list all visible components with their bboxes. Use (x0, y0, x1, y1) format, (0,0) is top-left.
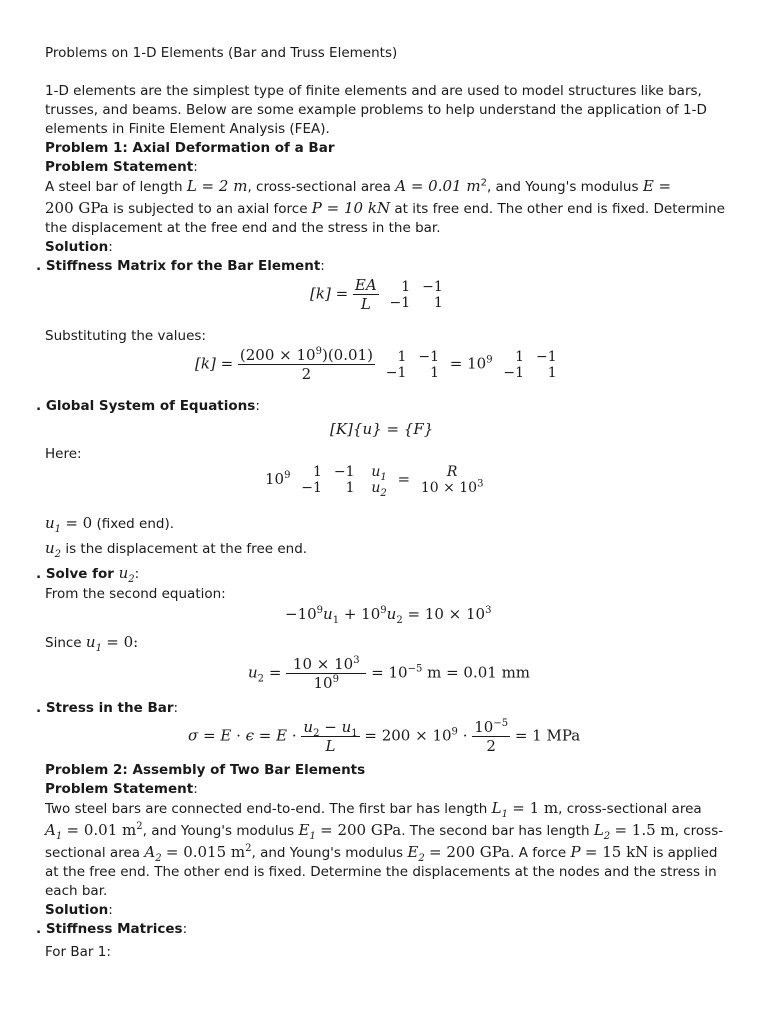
problem-1-heading: Problem 1: Axial Deformation of a Bar (45, 140, 335, 156)
step-solve-u2: . Solve for $u_2$: (36, 564, 140, 585)
problem-2-heading: Problem 2: Assembly of Two Bar Elements (45, 762, 366, 778)
for-bar-1-text: For Bar 1: (45, 944, 111, 960)
stress-equation: σ = E · ϵ = E · $\frac{u_2 - u_1}{L}$ = $200 \times 10^9$ · $\frac{10^{-5}}{2}$ = 1 MPa (188, 718, 581, 755)
u2-solution-equation: $u_2$ = $\frac{10 \times 10^3}{10^9}$ = $10^{-5}$ m = 0.01 mm (248, 655, 531, 692)
problem-1-statement-line-2: 200 GPa is subjected to an axial force P = 10 kN at its free end. The other end is fixed. Determine (45, 199, 725, 217)
intro-line-2: trusses, and beams. Below are some example problems to help understand the application of 1-D (45, 102, 707, 118)
here-text: Here: (45, 446, 82, 462)
step-global-system: . Global System of Equations: (36, 398, 260, 414)
page-title: Problems on 1-D Elements (Bar and Truss Elements) (45, 45, 398, 61)
problem-1-solution-label: Solution: (45, 239, 113, 255)
problem-2-statement-line-3: sectional area $A_2 = 0.015$ $m^2$, and Young's modulus $E_2 = 200$ GPa. A force P = 15 kN is applied (45, 843, 718, 864)
u1-fixed-note: $u_1 = 0$ (fixed end). (45, 514, 175, 535)
step-stiffness-matrices: . Stiffness Matrices: (36, 921, 188, 937)
intro-line-1: 1-D elements are the simplest type of finite elements and are used to model structures like bars, (45, 83, 702, 99)
problem-1-statement-line-1: A steel bar of length L = 2 m, cross-sectional area A = 0.01 $m^2$, and Young's modulus E = (45, 177, 672, 195)
substituting-text: Substituting the values: (45, 328, 206, 344)
problem-2-solution-label: Solution: (45, 902, 113, 918)
from-second-text: From the second equation: (45, 586, 226, 602)
global-equation: [K]{u} = {F} (330, 420, 434, 438)
problem-1-statement-label: Problem Statement: (45, 159, 198, 175)
system-matrix-equation: $10^9$ 1 −1 −1 1 $u_1$ $u_2$ = R $10 \times 10^3$ (265, 464, 484, 499)
intro-line-3: elements in Finite Element Analysis (FEA). (45, 121, 330, 137)
since-u1-zero: Since $u_1 = 0$: (45, 633, 139, 654)
u2-note: $u_2$ is the displacement at the free end. (45, 539, 308, 560)
step-stiffness-matrix: . Stiffness Matrix for the Bar Element: (36, 258, 325, 274)
step-stress: . Stress in the Bar: (36, 700, 179, 716)
second-equation: $-10^9u_1 + 10^9u_2 = 10 \times 10^3$ (285, 605, 492, 626)
problem-2-statement-line-5: each bar. (45, 883, 108, 899)
stiffness-equation: [k] = $\frac{EA}{L}$ 1 −1 −1 1 (310, 276, 443, 313)
problem-2-statement-label: Problem Statement: (45, 781, 198, 797)
substituted-stiffness-equation: [k] = $\frac{(200 \times 10^9)(0.01)}{2}$ 1 −1 −1 1 = $10^9$ 1 −1 −1 1 (195, 346, 557, 383)
problem-2-statement-line-4: at the free end. The other end is fixed. Determine the displacements at the nodes and the stress in (45, 864, 717, 880)
problem-1-statement-line-3: the displacement at the free end and the stress in the bar. (45, 220, 441, 236)
problem-2-statement-line-1: Two steel bars are connected end-to-end. The first bar has length $L_1 = 1$ m, cross-sectional area (45, 799, 702, 820)
problem-2-statement-line-2: $A_1 = 0.01$ $m^2$, and Young's modulus $E_1 = 200$ GPa. The second bar has length $L_2 = 1.5$ m, cross- (45, 821, 724, 842)
